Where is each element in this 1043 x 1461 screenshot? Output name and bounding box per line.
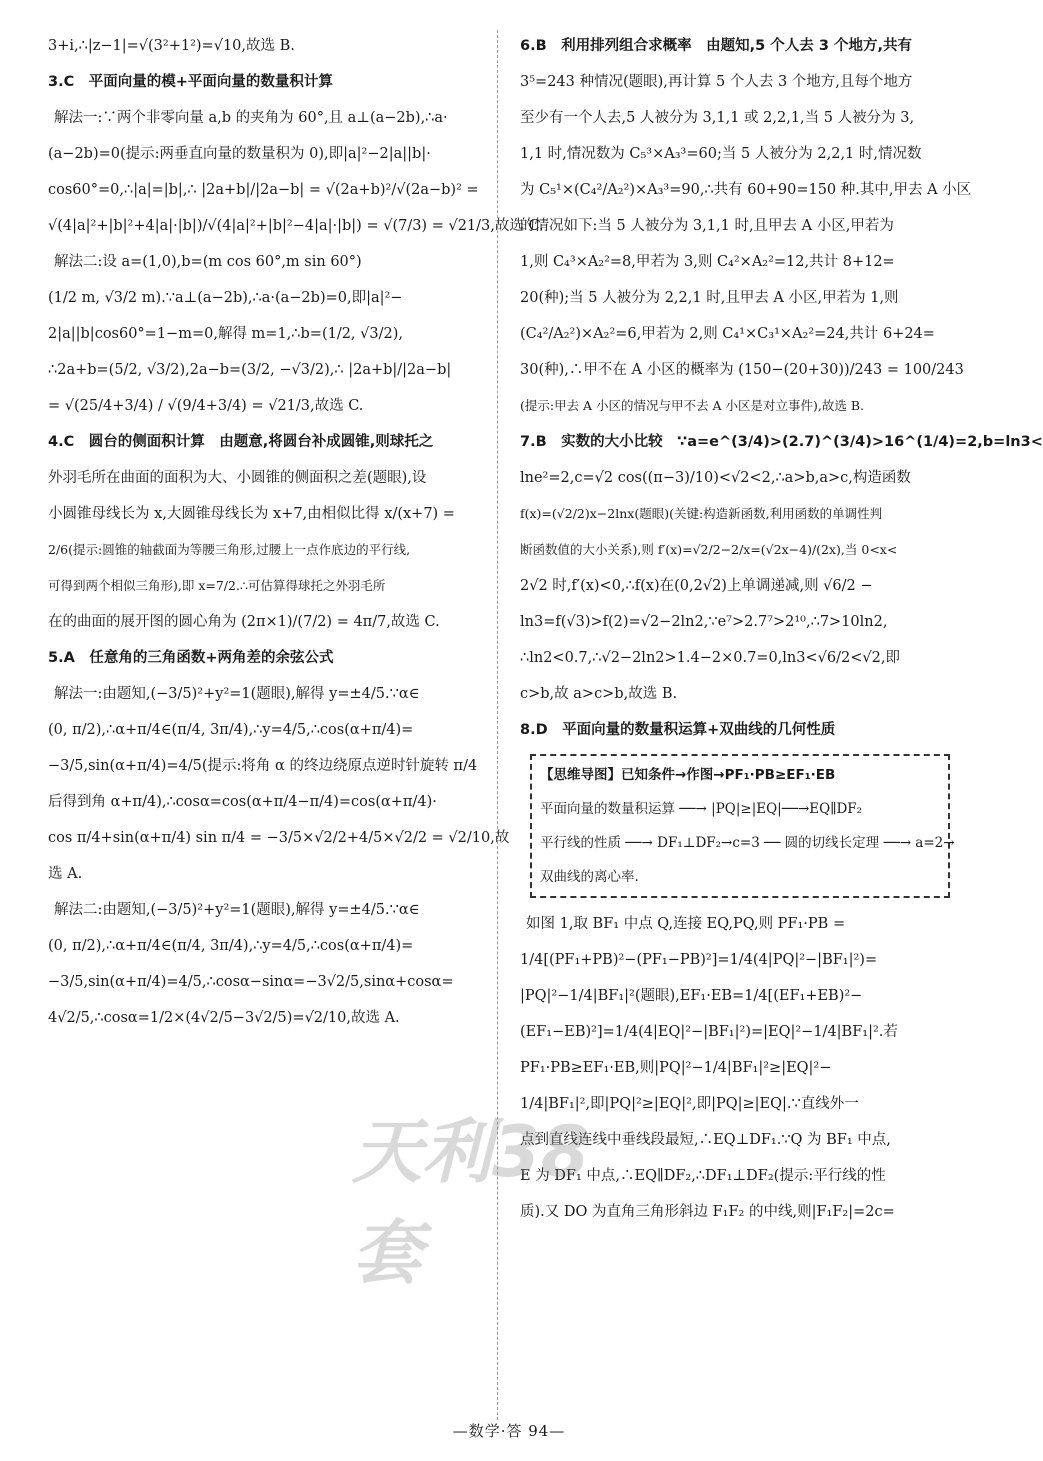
right-column-bottom bbox=[520, 906, 952, 1230]
left-line: 解法二:由题知,(−3/5)²+y²=1(题眼),解得 y=±4/5.∵α∈ bbox=[54, 902, 420, 918]
right_top-line: ∴ln2<0.7,∴√2−2ln2>1.4−2×0.7=0,ln3<√6/2<√2,即 bbox=[520, 650, 900, 666]
mind-map-line: 平面向量的数量积运算 ──→ |PQ|≥|EQ|──→EQ∥DF₂ bbox=[540, 801, 863, 817]
right-column-top bbox=[520, 28, 1043, 748]
right_top-line: 2√2 时,f′(x)<0,∴f(x)在(0,2√2)上单调递减,则 √6/2 − bbox=[520, 578, 873, 594]
left-line: 选 A. bbox=[48, 866, 83, 882]
left-line: (0, π/2),∴α+π/4∈(π/4, 3π/4),∴y=4/5,∴cos(α+π/4)= bbox=[48, 722, 414, 738]
right_bottom-line: 质).又 DO 为直角三角形斜边 F₁F₂ 的中线,则|F₁F₂|=2c= bbox=[520, 1204, 895, 1220]
left-line: cos60°=0,∴|a|=|b|,∴ |2a+b|/|2a−b| = √(2a+b)²/√(2a−b)² = bbox=[48, 182, 479, 198]
right_bottom-line: 1/4[(PF₁+PB)²−(PF₁−PB)²]=1/4(4|PQ|²−|BF₁|²)= bbox=[520, 952, 878, 968]
right_top-line: 6.B 利用排列组合求概率 由题知,5 个人去 3 个地方,共有 bbox=[520, 38, 912, 54]
watermark-text: 天利38套 bbox=[352, 1111, 590, 1294]
right_top-line: 1,则 C₄³×A₂²=8,甲若为 3,则 C₄²×A₂²=12,共计 8+12= bbox=[520, 254, 895, 270]
right_top-line: 7.B 实数的大小比较 ∵a=e^(3/4)>(2.7)^(3/4)>16^(1/4)=2,b=ln3< bbox=[520, 434, 1043, 450]
left-line: 2/6(提示:圆锥的轴截面为等腰三角形,过腰上一点作底边的平行线, bbox=[48, 542, 411, 557]
left-line: 3.C 平面向量的模+平面向量的数量积计算 bbox=[48, 74, 333, 90]
right_top-line: ln3=f(√3)>f(2)=√2−2ln2,∵e⁷>2.7⁷>2¹⁰,∴7>10ln2, bbox=[520, 614, 888, 630]
right_bottom-line: (EF₁−EB)²]=1/4(4|EQ|²−|BF₁|²)=|EQ|²−1/4|BF₁|².若 bbox=[520, 1024, 898, 1040]
right_top-line: 的情况如下:当 5 人被分为 3,1,1 时,且甲去 A 小区,甲若为 bbox=[520, 218, 894, 234]
left-column bbox=[48, 28, 544, 1036]
right_top-line: 至少有一个人去,5 人被分为 3,1,1 或 2,2,1,当 5 人被分为 3, bbox=[520, 110, 915, 126]
left-line: 5.A 任意角的三角函数+两角差的余弦公式 bbox=[48, 650, 334, 666]
left-line: 3+i,∴|z−1|=√(3²+1²)=√10,故选 B. bbox=[48, 38, 295, 54]
right-column bbox=[520, 28, 1043, 1230]
right_top-line: c>b,故 a>c>b,故选 B. bbox=[520, 686, 678, 702]
left-line: 2|a||b|cos60°=1−m=0,解得 m=1,∴b=(1/2, √3/2), bbox=[48, 326, 403, 342]
left-line: 解法一:由题知,(−3/5)²+y²=1(题眼),解得 y=±4/5.∵α∈ bbox=[54, 686, 420, 702]
right_top-line: 30(种),∴甲不在 A 小区的概率为 (150−(20+30))/243 = 100/243 bbox=[520, 362, 964, 378]
left-line: ∴2a+b=(5/2, √3/2),2a−b=(3/2, −√3/2),∴ |2a+b|/|2a−b| bbox=[48, 362, 452, 378]
column-divider bbox=[497, 30, 498, 1420]
left-line: 后得到角 α+π/4),∴cosα=cos(α+π/4−π/4)=cos(α+π/4)· bbox=[48, 794, 437, 810]
right_top-line: 20(种);当 5 人被分为 2,2,1 时,且甲去 A 小区,甲若为 1,则 bbox=[520, 290, 899, 306]
right_bottom-line: 如图 1,取 BF₁ 中点 Q,连接 EQ,PQ,则 PF₁·PB = bbox=[526, 916, 846, 932]
left-line: 在的曲面的展开图的圆心角为 (2π×1)/(7/2) = 4π/7,故选 C. bbox=[48, 614, 440, 630]
right_bottom-line: 点到直线连线中垂线段最短,∴EQ⊥DF₁.∵Q 为 BF₁ 中点, bbox=[520, 1132, 891, 1148]
page-footer: —数学·答 94— bbox=[452, 1422, 566, 1440]
left-line: (a−2b)=0(提示:两垂直向量的数量积为 0),即|a|²−2|a||b|· bbox=[48, 146, 431, 162]
left-line: = √(25/4+3/4) / √(9/4+3/4) = √21/3,故选 C. bbox=[48, 398, 364, 414]
right_bottom-line: 1/4|BF₁|²,即|PQ|²≥|EQ|²,即|PQ|≥|EQ|.∵直线外一 bbox=[520, 1096, 859, 1112]
left-line: 小圆锥母线长为 x,大圆锥母线长为 x+7,由相似比得 x/(x+7) = bbox=[48, 506, 455, 522]
right_top-line: 为 C₅¹×(C₄²/A₂²)×A₃³=90,∴共有 60+90=150 种.其中,甲去 A 小区 bbox=[520, 182, 972, 198]
right_bottom-line: |PQ|²−1/4|BF₁|²(题眼),EF₁·EB=1/4[(EF₁+EB)²− bbox=[520, 988, 863, 1004]
right_top-line: lne²=2,c=√2 cos((π−3)/10)<√2<2,∴a>b,a>c,构造函数 bbox=[520, 470, 911, 486]
right_top-line: f(x)=(√2/2)x−2lnx(题眼)(关键:构造新函数,利用函数的单调性判 bbox=[520, 506, 883, 521]
left-line: √(4|a|²+|b|²+4|a|·|b|)/√(4|a|²+|b|²−4|a|·|b|) = √(7/3) = √21/3,故选 C. bbox=[48, 218, 544, 234]
left-line: (0, π/2),∴α+π/4∈(π/4, 3π/4),∴y=4/5,∴cos(α+π/4)= bbox=[48, 938, 414, 954]
left-line: −3/5,sin(α+π/4)=4/5(提示:将角 α 的终边绕原点逆时针旋转 π/4 bbox=[48, 758, 478, 774]
left-line: 外羽毛所在曲面的面积为大、小圆锥的侧面积之差(题眼),设 bbox=[48, 470, 427, 486]
left-line: 解法一:∵两个非零向量 a,b 的夹角为 60°,且 a⊥(a−2b),∴a· bbox=[54, 110, 448, 126]
left-line: 4.C 圆台的侧面积计算 由题意,将圆台补成圆锥,则球托之 bbox=[48, 434, 434, 450]
right_top-line: 1,1 时,情况数为 C₅³×A₃³=60;当 5 人被分为 2,2,1 时,情况数 bbox=[520, 146, 922, 162]
mind-map-line: 平行线的性质 ──→ DF₁⊥DF₂→c=3 ── 圆的切线长定理 ──→ a=2→ bbox=[540, 835, 955, 851]
mind-map-box bbox=[530, 754, 955, 898]
right_top-line: (提示:甲去 A 小区的情况与甲不去 A 小区是对立事件),故选 B. bbox=[520, 398, 865, 413]
left-line: 4√2/5,∴cosα=1/2×(4√2/5−3√2/5)=√2/10,故选 A. bbox=[48, 1010, 400, 1026]
left-line: 可得到两个相似三角形),即 x=7/2.∴可估算得球托之外羽毛所 bbox=[48, 578, 386, 593]
right_bottom-line: E 为 DF₁ 中点,∴EQ∥DF₂,∴DF₁⊥DF₂(提示:平行线的性 bbox=[520, 1168, 886, 1184]
mind-map-line: 双曲线的离心率. bbox=[540, 869, 639, 885]
right_top-line: 8.D 平面向量的数量积运算+双曲线的几何性质 bbox=[520, 722, 836, 738]
left-line: −3/5,sin(α+π/4)=4/5,∴cosα−sinα=−3√2/5,sinα+cosα= bbox=[48, 974, 454, 990]
right_top-line: 3⁵=243 种情况(题眼),再计算 5 个人去 3 个地方,且每个地方 bbox=[520, 74, 913, 90]
right_bottom-line: PF₁·PB≥EF₁·EB,则|PQ|²−1/4|BF₁|²≥|EQ|²− bbox=[520, 1060, 832, 1076]
right_top-line: (C₄²/A₂²)×A₂²=6,甲若为 2,则 C₄¹×C₃¹×A₂²=24,共计 6+24= bbox=[520, 326, 935, 342]
left-line: (1/2 m, √3/2 m).∵a⊥(a−2b),∴a·(a−2b)=0,即|a|²− bbox=[48, 290, 403, 306]
mind-map-line: 【思维导图】已知条件→作图→PF₁·PB≥EF₁·EB bbox=[540, 767, 836, 783]
right_top-line: 断函数值的大小关系),则 f′(x)=√2/2−2/x=(√2x−4)/(2x),当 0<x< bbox=[520, 542, 898, 557]
left-line: cos π/4+sin(α+π/4) sin π/4 = −3/5×√2/2+4/5×√2/2 = √2/10,故 bbox=[48, 830, 510, 846]
left-line: 解法二:设 a=(1,0),b=(m cos 60°,m sin 60°) bbox=[54, 254, 362, 270]
